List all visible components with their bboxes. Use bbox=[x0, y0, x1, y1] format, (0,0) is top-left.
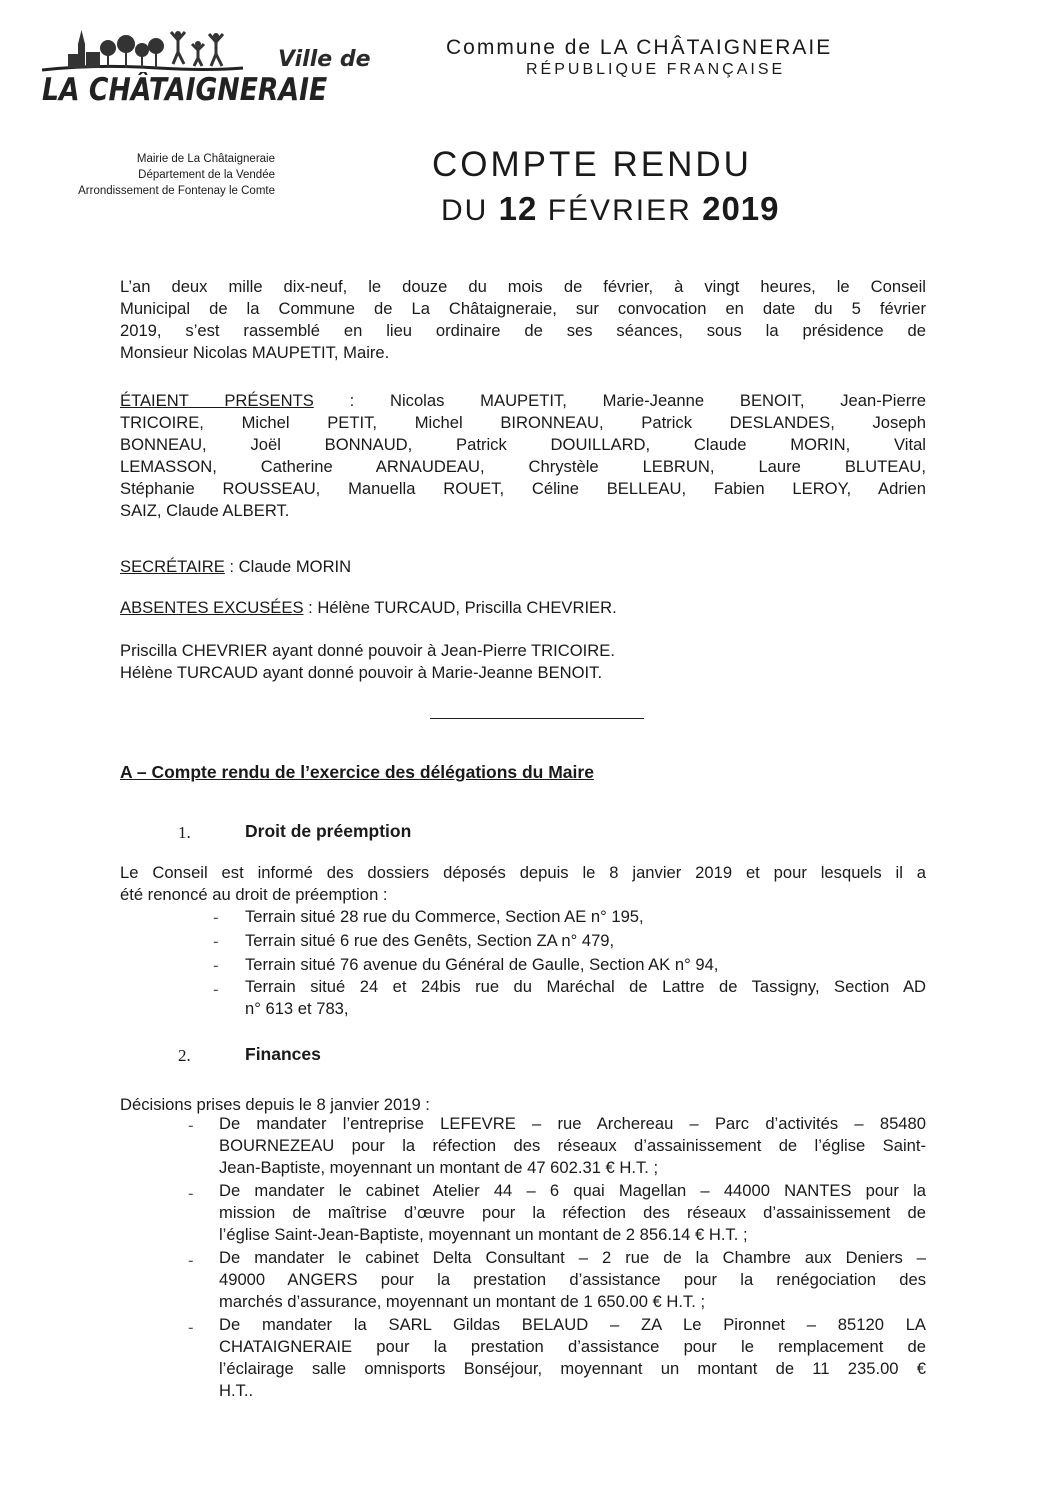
finance-item bbox=[219, 1113, 926, 1179]
date-year: 2019 bbox=[702, 190, 780, 227]
finance-item-line: mission de maîtrise d’œuvre pour la réfection des réseaux d’assainissement de bbox=[219, 1203, 926, 1222]
finance-item-line: l’église Saint-Jean-Baptiste, moyennant un montant de 2 856.14 € H.T. ; bbox=[219, 1225, 748, 1244]
finance-item bbox=[219, 1247, 926, 1313]
intro-line: Municipal de la Commune de La Châtaigneraie, sur convocation en date du 5 février bbox=[120, 299, 926, 318]
header-republique: RÉPUBLIQUE FRANÇAISE bbox=[526, 61, 786, 78]
finance-item-line: De mandater le cabinet Delta Consultant – 2 rue de la Chambre aux Deniers – bbox=[219, 1248, 926, 1267]
finance-item bbox=[219, 1314, 926, 1402]
list-dash: - bbox=[213, 908, 219, 927]
list-dash: - bbox=[213, 932, 219, 951]
presents-first-names: : Nicolas MAUPETIT, Marie-Jeanne BENOIT, Jean-Pierre bbox=[313, 391, 926, 410]
pouvoir-line: Priscilla CHEVRIER ayant donné pouvoir à Jean-Pierre TRICOIRE. bbox=[120, 641, 615, 660]
presents-line: TRICOIRE, Michel PETIT, Michel BIRONNEAU, Patrick DESLANDES, Joseph bbox=[120, 413, 926, 432]
section-divider bbox=[430, 718, 644, 719]
presents-line: LEMASSON, Catherine ARNAUDEAU, Chrystèle LEBRUN, Laure BLUTEAU, bbox=[120, 457, 926, 476]
intro-line: Monsieur Nicolas MAUPETIT, Maire. bbox=[120, 343, 390, 362]
intro-paragraph bbox=[120, 276, 926, 364]
finance-item-line: Jean-Baptiste, moyennant un montant de 47 602.31 € H.T. ; bbox=[219, 1158, 659, 1177]
presents-line: BONNEAU, Joël BONNAUD, Patrick DOUILLARD, Claude MORIN, Vital bbox=[120, 435, 926, 454]
preemption-item: Terrain situé 76 avenue du Général de Gaulle, Section AK n° 94, bbox=[245, 955, 719, 974]
list-dash: - bbox=[188, 1184, 194, 1203]
secretaire-label: SECRÉTAIRE bbox=[120, 557, 225, 576]
subsection-2-title: Finances bbox=[245, 1044, 321, 1064]
mairie-line: Arrondissement de Fontenay le Comte bbox=[78, 185, 275, 197]
preemption-item-line: n° 613 et 783, bbox=[245, 999, 349, 1018]
preemption-item: Terrain situé 28 rue du Commerce, Section AE n° 195, bbox=[245, 907, 644, 926]
preemption-item bbox=[245, 976, 926, 1020]
presents-line: SAIZ, Claude ALBERT. bbox=[120, 501, 290, 520]
finances-intro: Décisions prises depuis le 8 janvier 2019 : bbox=[120, 1095, 430, 1114]
pouvoirs-block bbox=[120, 640, 926, 684]
pouvoir-line: Hélène TURCAUD ayant donné pouvoir à Marie-Jeanne BENOIT. bbox=[120, 663, 603, 682]
logo-town-name: LA CHÂTAIGNERAIE bbox=[42, 72, 328, 108]
subsection-1-number: 1. bbox=[178, 823, 191, 842]
presents-first-line bbox=[120, 390, 926, 412]
document-date bbox=[441, 190, 780, 228]
date-du: DU bbox=[441, 194, 499, 227]
preemption-item: Terrain situé 6 rue des Genêts, Section ZA n° 479, bbox=[245, 931, 615, 950]
list-dash: - bbox=[188, 1251, 194, 1270]
subsection-2-number: 2. bbox=[178, 1046, 191, 1065]
finance-item-line: De mandater l’entreprise LEFEVRE – rue Archereau – Parc d’activités – 85480 bbox=[219, 1114, 926, 1133]
absentes-label: ABSENTES EXCUSÉES bbox=[120, 598, 304, 617]
secretaire-line bbox=[120, 556, 926, 578]
logo-ville-de: Ville de bbox=[278, 47, 371, 72]
town-logo bbox=[38, 24, 371, 116]
presents-line: Stéphanie ROUSSEAU, Manuella ROUET, Céline BELLEAU, Fabien LEROY, Adrien bbox=[120, 479, 926, 498]
preemption-intro bbox=[120, 862, 926, 906]
intro-line: 2019, s’est rassemblé en lieu ordinaire de ses séances, sous la présidence de bbox=[120, 321, 926, 340]
preemption-intro-line: été renoncé au droit de préemption : bbox=[120, 885, 388, 904]
mairie-line: Département de la Vendée bbox=[138, 169, 275, 181]
intro-line: L’an deux mille dix-neuf, le douze du mois de février, à vingt heures, le Conseil bbox=[120, 277, 926, 296]
absentes-line bbox=[120, 597, 926, 619]
subsection-1-title: Droit de préemption bbox=[245, 821, 412, 841]
absentes-value: : Hélène TURCAUD, Priscilla CHEVRIER. bbox=[303, 598, 617, 617]
mairie-line: Mairie de La Châtaigneraie bbox=[136, 153, 275, 165]
list-dash: - bbox=[213, 980, 219, 999]
finance-item-line: CHATAIGNERAIE pour la prestation d’assistance pour le remplacement de bbox=[219, 1337, 926, 1356]
presents-paragraph bbox=[120, 390, 926, 522]
presents-label: ÉTAIENT PRÉSENTS bbox=[120, 391, 314, 410]
finance-item-line: De mandater la SARL Gildas BELAUD – ZA Le Pironnet – 85120 LA bbox=[219, 1315, 926, 1334]
preemption-item-line: Terrain situé 24 et 24bis rue du Maréchal de Lattre de Tassigny, Section AD bbox=[245, 977, 926, 996]
preemption-intro-line: Le Conseil est informé des dossiers déposés depuis le 8 janvier 2019 et pour lesquels il a bbox=[120, 863, 926, 882]
section-a-title: A – Compte rendu de l’exercice des délégations du Maire bbox=[120, 762, 594, 782]
list-dash: - bbox=[188, 1318, 194, 1337]
document-title: COMPTE RENDU bbox=[432, 145, 752, 184]
finance-item-line: H.T.. bbox=[219, 1381, 254, 1400]
list-dash: - bbox=[213, 956, 219, 975]
date-day: 12 bbox=[498, 190, 538, 227]
date-month: FÉVRIER bbox=[537, 194, 703, 227]
secretaire-value: : Claude MORIN bbox=[224, 557, 352, 576]
finance-item-line: l’éclairage salle omnisports Bonséjour, moyennant un montant de 11 235.00 € bbox=[219, 1359, 926, 1378]
finance-item bbox=[219, 1180, 926, 1246]
finance-item-line: BOURNEZEAU pour la réfection des réseaux d’assainissement de l’église Saint- bbox=[219, 1136, 926, 1155]
finance-item-line: De mandater le cabinet Atelier 44 – 6 quai Magellan – 44000 NANTES pour la bbox=[219, 1181, 926, 1200]
finance-item-line: marchés d’assurance, moyennant un montant de 1 650.00 € H.T. ; bbox=[219, 1292, 706, 1311]
header-commune: Commune de LA CHÂTAIGNERAIE bbox=[446, 36, 833, 59]
list-dash: - bbox=[188, 1116, 194, 1135]
finance-item-line: 49000 ANGERS pour la prestation d’assistance pour la renégociation des bbox=[219, 1270, 926, 1289]
